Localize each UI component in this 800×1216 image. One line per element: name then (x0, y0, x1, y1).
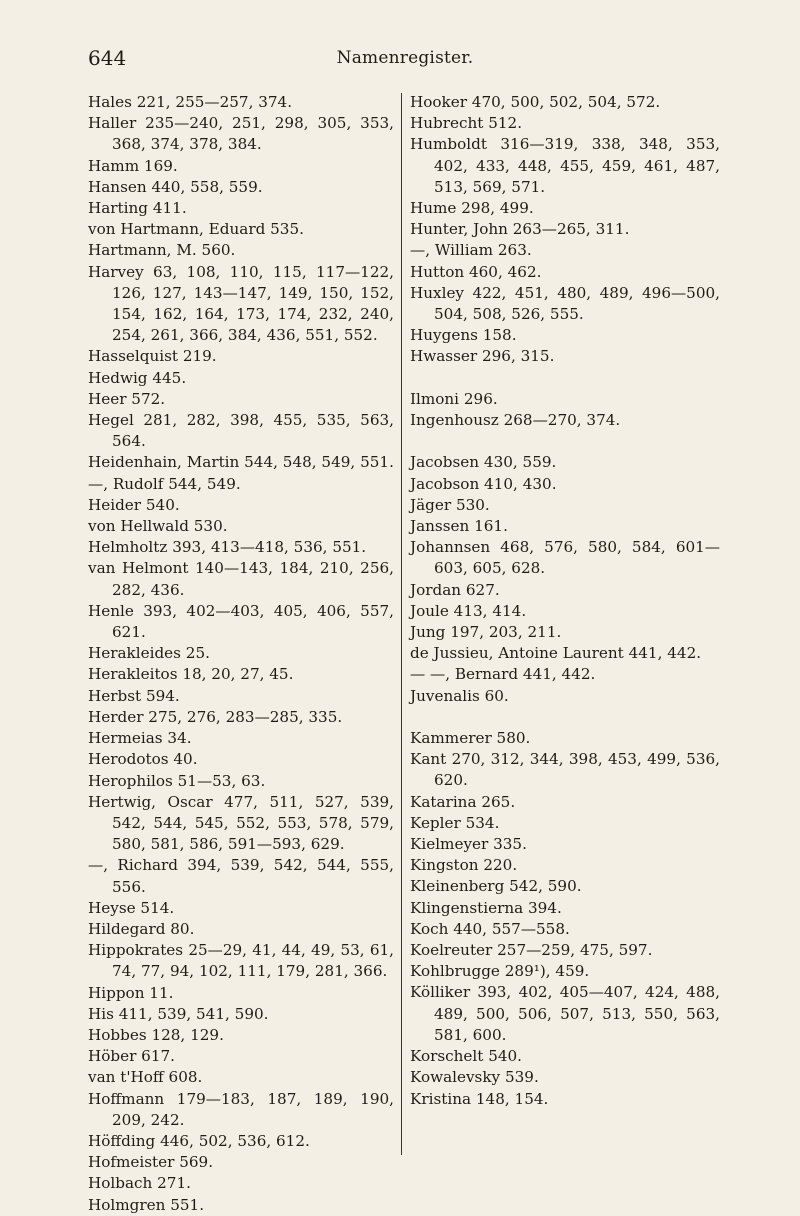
index-entry: Herakleides 25. (88, 644, 210, 663)
index-entry: Koch 440, 557—558. (410, 919, 570, 938)
index-entry: Kingston 220. (410, 856, 518, 875)
index-entry: Harvey 63, 108, 110, 115, 117—122, 126, 127, 143—147, 149, 150, 152, 154, 162, 164, 173, 174, 232, 240, 254, 261, 366, 384, 436, 551, 552. (88, 262, 394, 345)
index-entry: Kepler 534. (410, 813, 500, 832)
index-entry: Henle 393, 402—403, 405, 406, 557, 621. (88, 601, 394, 642)
index-entry: von Hartmann, Eduard 535. (88, 220, 304, 239)
index-entry: Hegel 281, 282, 398, 455, 535, 563, 564. (88, 411, 394, 451)
index-entry: His 411, 539, 541, 590. (88, 1004, 269, 1023)
index-entry: Herodotos 40. (88, 750, 198, 769)
index-entry: Heer 572. (88, 389, 166, 408)
running-title: Namenregister. (336, 48, 474, 68)
index-entry: Katarina 265. (410, 792, 516, 811)
index-entry: Herder 275, 276, 283—285, 335. (88, 707, 343, 726)
index-entry: Huxley 422, 451, 480, 489, 496—500, 504, 508, 526, 555. (410, 283, 720, 324)
index-entry: Helmholtz 393, 413—418, 536, 551. (88, 538, 367, 557)
index-entry: Kohlbrugge 289¹), 459. (410, 962, 590, 981)
index-entry: Hales 221, 255—257, 374. (88, 93, 293, 111)
index-entry: Jordan 627. (410, 580, 500, 599)
page-header (88, 46, 722, 74)
index-entry: Hildegard 80. (88, 919, 195, 938)
index-entry: Janssen 161. (410, 517, 508, 536)
index-entry: Klingenstierna 394. (410, 898, 562, 917)
index-entry: Hedwig 445. (88, 368, 187, 387)
index-entry: von Hellwald 530. (88, 517, 228, 536)
section-gap (410, 707, 720, 728)
index-entry: van Helmont 140—143, 184, 210, 256, 282, 436. (88, 559, 394, 599)
index-entry: Hermeias 34. (88, 729, 192, 748)
index-entry: Hippon 11. (88, 983, 174, 1002)
index-entry: Jacobsen 430, 559. (410, 453, 557, 472)
right-column (410, 92, 720, 1110)
page-number: 644 (88, 46, 127, 70)
index-entry: Hoffmann 179—183, 187, 189, 190, 209, 242. (88, 1089, 394, 1129)
index-entry: Kleinenberg 542, 590. (410, 877, 582, 896)
index-entry: Juvenalis 60. (410, 686, 509, 705)
index-entry: Höber 617. (88, 1047, 176, 1066)
index-entry: —, Richard 394, 539, 542, 544, 555, 556. (88, 856, 394, 896)
section-gap (410, 368, 720, 389)
index-entry: —, Rudolf 544, 549. (88, 474, 241, 493)
index-entry: Jacobson 410, 430. (410, 474, 557, 493)
index-entry: Hertwig, Oscar 477, 511, 527, 539, 542, 544, 545, 552, 553, 578, 579, 580, 581, 586, 591—593, 629. (88, 792, 394, 854)
section-gap (410, 431, 720, 452)
index-entry: Hwasser 296, 315. (410, 347, 555, 366)
index-entry: Haller 235—240, 251, 298, 305, 353, 368, 374, 378, 384. (88, 114, 394, 154)
index-entry: Koelreuter 257—259, 475, 597. (410, 941, 653, 960)
index-entry: Ilmoni 296. (410, 389, 498, 408)
index-entry: Kowalevsky 539. (410, 1068, 539, 1087)
index-entry: Hasselquist 219. (88, 347, 217, 366)
index-entry: Kant 270, 312, 344, 398, 453, 499, 536, 620. (410, 750, 720, 790)
index-entry: Hume 298, 499. (410, 199, 534, 218)
index-entry: Hofmeister 569. (88, 1153, 214, 1172)
index-entry: de Jussieu, Antoine Laurent 441, 442. (410, 644, 702, 663)
left-column (88, 92, 394, 1216)
index-entry: Kristina 148, 154. (410, 1089, 549, 1108)
index-entry: Ingenhousz 268—270, 374. (410, 411, 621, 430)
index-entry: Jäger 530. (410, 495, 490, 514)
index-entry: — —, Bernard 441, 442. (410, 665, 596, 684)
index-entry: Huygens 158. (410, 326, 517, 345)
index-entry: Herbst 594. (88, 686, 180, 705)
index-entry: Hamm 169. (88, 156, 178, 175)
index-entry: Humboldt 316—319, 338, 348, 353, 402, 433, 448, 455, 459, 461, 487, 513, 569, 571. (410, 135, 720, 196)
index-entry: Hunter, John 263—265, 311. (410, 220, 630, 239)
index-entry: Höffding 446, 502, 536, 612. (88, 1131, 310, 1150)
index-entry: Kölliker 393, 402, 405—407, 424, 488, 489, 500, 506, 507, 513, 550, 563, 581, 600. (410, 983, 720, 1044)
index-entry: Hobbes 128, 129. (88, 1025, 224, 1044)
index-entry: Holmgren 551. (88, 1195, 205, 1214)
index-entry: Harting 411. (88, 199, 187, 218)
index-entry: Hansen 440, 558, 559. (88, 177, 263, 196)
index-entry: Hartmann, M. 560. (88, 241, 236, 260)
index-entry: Hubrecht 512. (410, 114, 523, 133)
index-entry: Heyse 514. (88, 898, 175, 917)
index-entry: Herakleitos 18, 20, 27, 45. (88, 665, 294, 684)
index-entry: Heidenhain, Martin 544, 548, 549, 551. (88, 453, 394, 472)
index-entry: Heider 540. (88, 495, 180, 514)
index-entry: Hippokrates 25—29, 41, 44, 49, 53, 61, 74, 77, 94, 102, 111, 179, 281, 366. (88, 941, 394, 981)
index-entry: —, William 263. (410, 241, 532, 260)
index-entry: Kammerer 580. (410, 729, 531, 748)
index-entry: Kielmeyer 335. (410, 835, 527, 854)
index-entry: Hooker 470, 500, 502, 504, 572. (410, 93, 661, 111)
index-entry: Jung 197, 203, 211. (410, 623, 562, 642)
index-entry: Holbach 271. (88, 1174, 191, 1193)
index-entry: Herophilos 51—53, 63. (88, 771, 266, 790)
index-entry: Hutton 460, 462. (410, 262, 542, 281)
index-entry: Joule 413, 414. (410, 601, 527, 620)
index-entry: Korschelt 540. (410, 1047, 523, 1066)
index-entry: Johannsen 468, 576, 580, 584, 601—603, 605, 628. (410, 538, 720, 578)
index-entry: van t'Hoff 608. (88, 1068, 203, 1087)
column-divider (401, 93, 402, 1155)
